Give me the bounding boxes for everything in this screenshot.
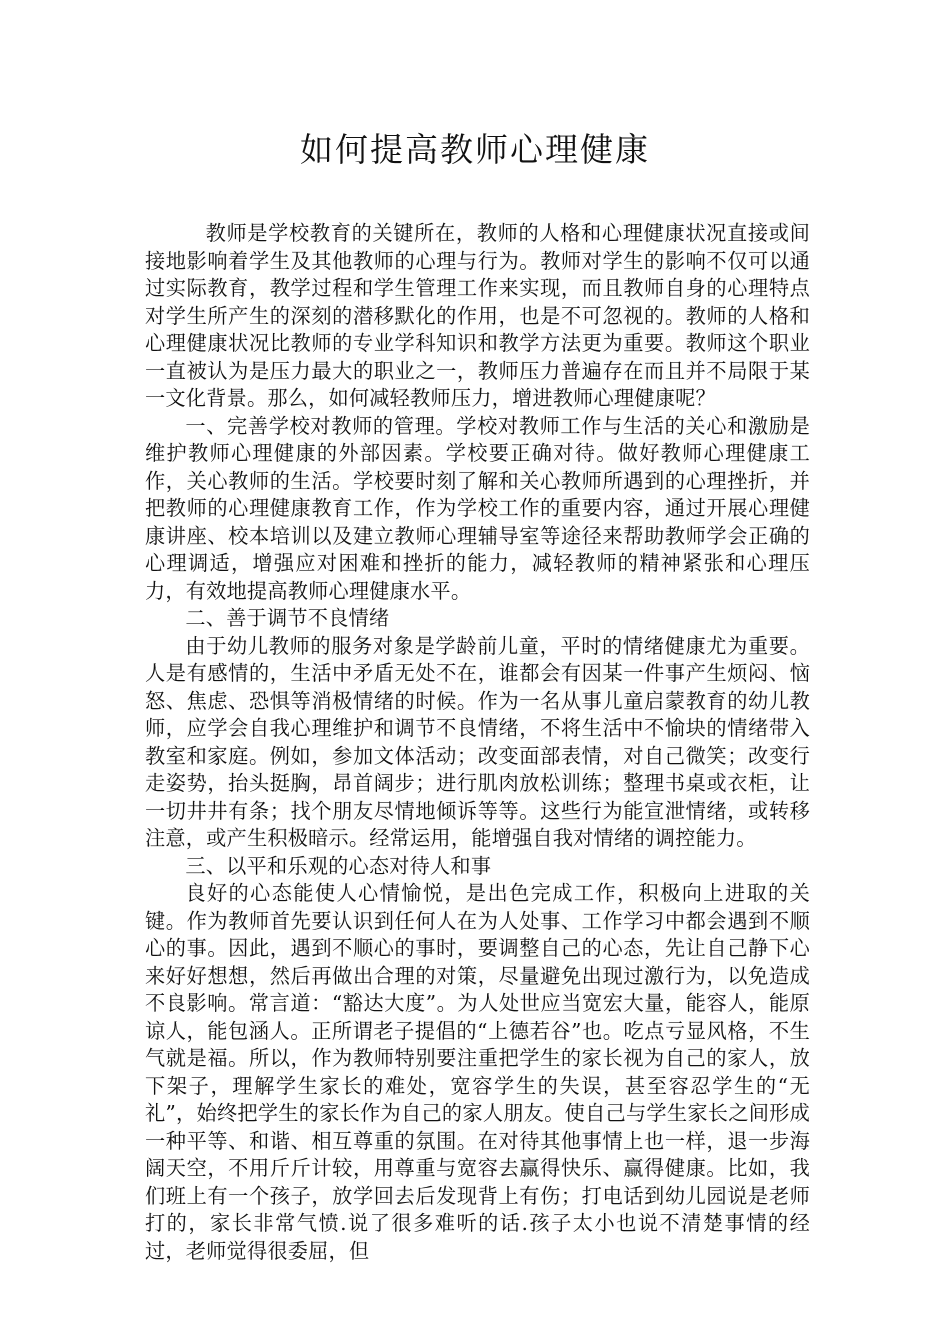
section-three-paragraph: 良好的心态能使人心情愉悦，是出色完成工作，积极向上进取的关键。作为教师首先要认识到任何人在为人处事、工作学习中都会遇到不顺心的事。因此，遇到不顺心的事时，要调整自己的心态，先让自己静下心来好好想想，然后再做出合理的对策，尽量避免出现过激行为，以免造成不良影响。常言道：“豁达大度”。为人处世应当宽宏大量，能容人，能原谅人，能包涵人。正所谓老子提倡的“上德若谷”也。吃点亏显风格，不生气就是福。所以，作为教师特别要注重把学生的家长视为自己的家人，放下架子，理解学生家长的难处，宽容学生的失误，甚至容忍学生的“无礼”，始终把学生的家长作为自己的家人朋友。使自己与学生家长之间形成一种平等、和谐、相互尊重的氛围。在对待其他事情上也一样，退一步海阔天空，不用斤斤计较，用尊重与宽容去赢得快乐、赢得健康。比如，我们班上有一个孩子，放学回去后发现背上有伤；打电话到幼儿园说是老师打的，家长非常气愤.说了很多难听的话.孩子太小也说不清楚事情的经过，老师觉得很委屈，但 bbox=[145, 881, 810, 1263]
intro-paragraph: 教师是学校教育的关键所在，教师的人格和心理健康状况直接或间接地影响着学生及其他教师的心理与行为。教师对学生的影响不仅可以通过实际教育，教学过程和学生管理工作来实现，而且教师自身的心理特点对学生所产生的深刻的潜移默化的作用，也是不可忽视的。教师的人格和心理健康状况比教师的专业学科知识和教学方法更为重要。教师这个职业一直被认为是压力最大的职业之一，教师压力普遍存在而且并不局限于某一文化背景。那么，如何减轻教师压力，增进教师心理健康呢？ bbox=[145, 221, 810, 410]
document-title: 如何提高教师心理健康 bbox=[300, 130, 650, 169]
section-one-paragraph: 一、完善学校对教师的管理。学校对教师工作与生活的关心和激励是维护教师心理健康的外部因素。学校要正确对待。做好教师心理健康工作，关心教师的生活。学校要时刻了解和关心教师所遇到的心理挫折，并把教师的心理健康教育工作，作为学校工作的重要内容，通过开展心理健康讲座、校本培训以及建立教师心理辅导室等途径来帮助教师学会正确的心理调适，增强应对困难和挫折的能力，减轻教师的精神紧张和心理压力，有效地提高教师心理健康水平。 bbox=[145, 413, 810, 603]
section-three-heading: 三、以平和乐观的心态对待人和事 bbox=[185, 853, 492, 878]
document-body bbox=[145, 220, 810, 1265]
section-two-heading: 二、善于调节不良情绪 bbox=[185, 606, 390, 630]
section-two-paragraph: 由于幼儿教师的服务对象是学龄前儿童，平时的情绪健康尤为重要。人是有感情的，生活中矛盾无处不在，谁都会有因某一件事产生烦闷、恼怒、焦虑、恐惧等消极情绪的时候。作为一名从事儿童启蒙教育的幼儿教师，应学会自我心理维护和调节不良情绪，不将生活中不愉块的情绪带入教室和家庭。例如，参加文体活动；改变面部表情，对自己微笑；改变行走姿势，抬头挺胸，昂首阔步；进行肌肉放松训练；整理书桌或衣柜，让一切井井有条；找个朋友尽情地倾诉等等。这些行为能宣泄情绪，或转移注意，或产生积极暗示。经常运用，能增强自我对情绪的调控能力。 bbox=[145, 633, 810, 850]
